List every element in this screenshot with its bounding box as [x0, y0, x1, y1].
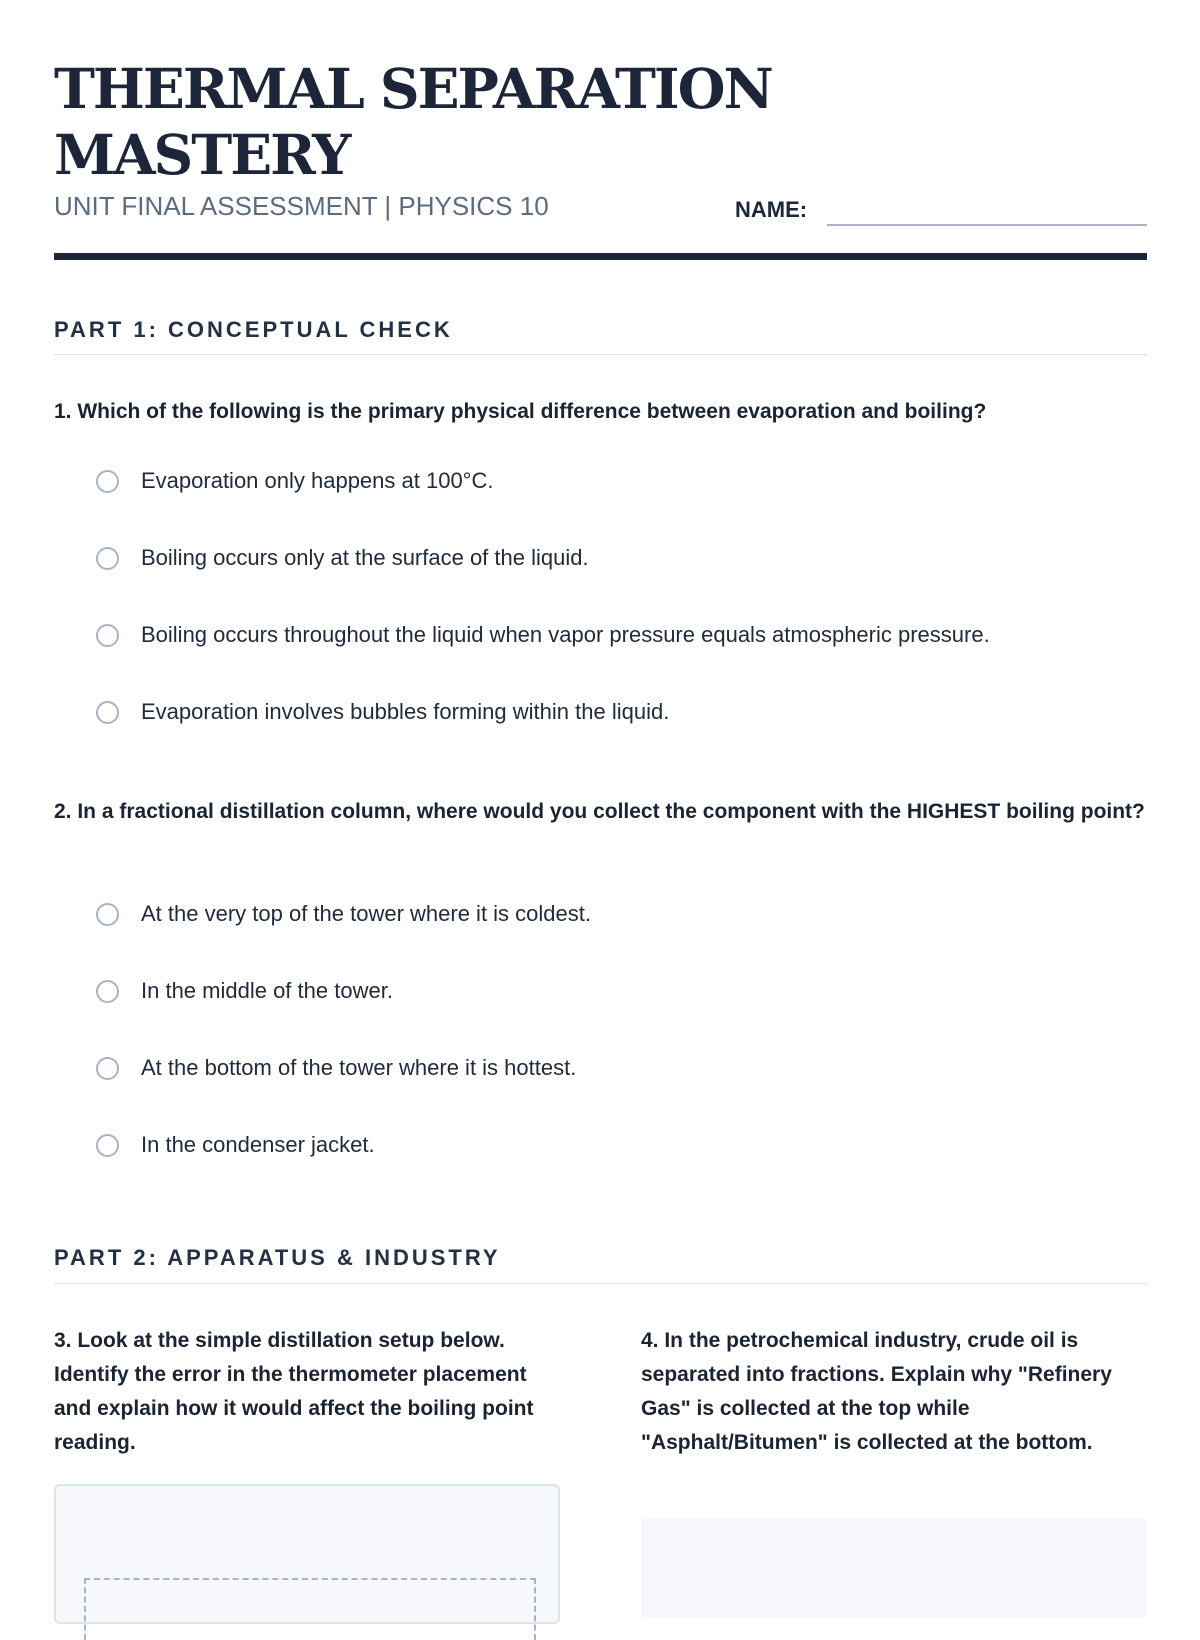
radio-button[interactable]: [96, 624, 119, 647]
radio-button[interactable]: [96, 1057, 119, 1080]
question-2-option-d[interactable]: [96, 1130, 1147, 1207]
option-label: In the condenser jacket.: [141, 1132, 375, 1157]
option-label: At the bottom of the tower where it is hottest.: [141, 1055, 577, 1080]
question-1-option-c[interactable]: [96, 620, 1147, 697]
radio-button[interactable]: [96, 980, 119, 1003]
title-line-1: THERMAL SEPARATION: [54, 56, 772, 121]
radio-button[interactable]: [96, 547, 119, 570]
option-label: Evaporation only happens at 100°C.: [141, 468, 494, 493]
diagram-placeholder: [84, 1578, 536, 1640]
part2-title: PART 2: APPARATUS & INDUSTRY: [54, 1245, 501, 1270]
question-2-option-b[interactable]: [96, 976, 1147, 1053]
radio-button[interactable]: [96, 903, 119, 926]
radio-button[interactable]: [96, 701, 119, 724]
page-title: [54, 56, 772, 188]
option-label: At the very top of the tower where it is coldest.: [141, 901, 591, 926]
question-2-options: [96, 899, 1147, 1207]
header-divider: [54, 253, 1147, 260]
question-1-options: [96, 466, 1147, 774]
question-2-option-c[interactable]: [96, 1053, 1147, 1130]
name-label: NAME:: [735, 197, 808, 222]
distillation-diagram-box: [54, 1484, 560, 1624]
radio-button[interactable]: [96, 470, 119, 493]
question-1-option-b[interactable]: [96, 543, 1147, 620]
name-field-line[interactable]: [827, 224, 1147, 226]
question-1: 1. Which of the following is the primary physical difference between evaporation and boiling?: [54, 400, 987, 423]
assessment-page: [54, 0, 1147, 1600]
title-line-2: MASTERY: [54, 122, 350, 187]
question-4: 4. In the petrochemical industry, crude oil is separated into fractions. Explain why "Refinery Gas" is collected at the top while "Asphalt/Bitumen" is collected at the bottom.: [641, 1329, 1112, 1454]
part1-divider: [54, 354, 1147, 355]
part2-divider: [54, 1283, 1147, 1284]
part1-title: PART 1: CONCEPTUAL CHECK: [54, 317, 453, 342]
option-label: Boiling occurs only at the surface of the liquid.: [141, 545, 589, 570]
radio-button[interactable]: [96, 1134, 119, 1157]
option-label: Boiling occurs throughout the liquid when vapor pressure equals atmospheric pressure.: [141, 622, 990, 647]
question-3: 3. Look at the simple distillation setup below. Identify the error in the thermometer placement and explain how it would affect the boiling point reading.: [54, 1329, 534, 1454]
question-1-option-d[interactable]: [96, 697, 1147, 774]
option-label: In the middle of the tower.: [141, 978, 393, 1003]
option-label: Evaporation involves bubbles forming within the liquid.: [141, 699, 670, 724]
page-subtitle: UNIT FINAL ASSESSMENT | PHYSICS 10: [54, 191, 549, 221]
question-2: 2. In a fractional distillation column, where would you collect the component with the HIGHEST boiling point?: [54, 800, 1145, 823]
question-2-option-a[interactable]: [96, 899, 1147, 976]
question-1-option-a[interactable]: [96, 466, 1147, 543]
question-4-answer-area[interactable]: [641, 1518, 1147, 1618]
